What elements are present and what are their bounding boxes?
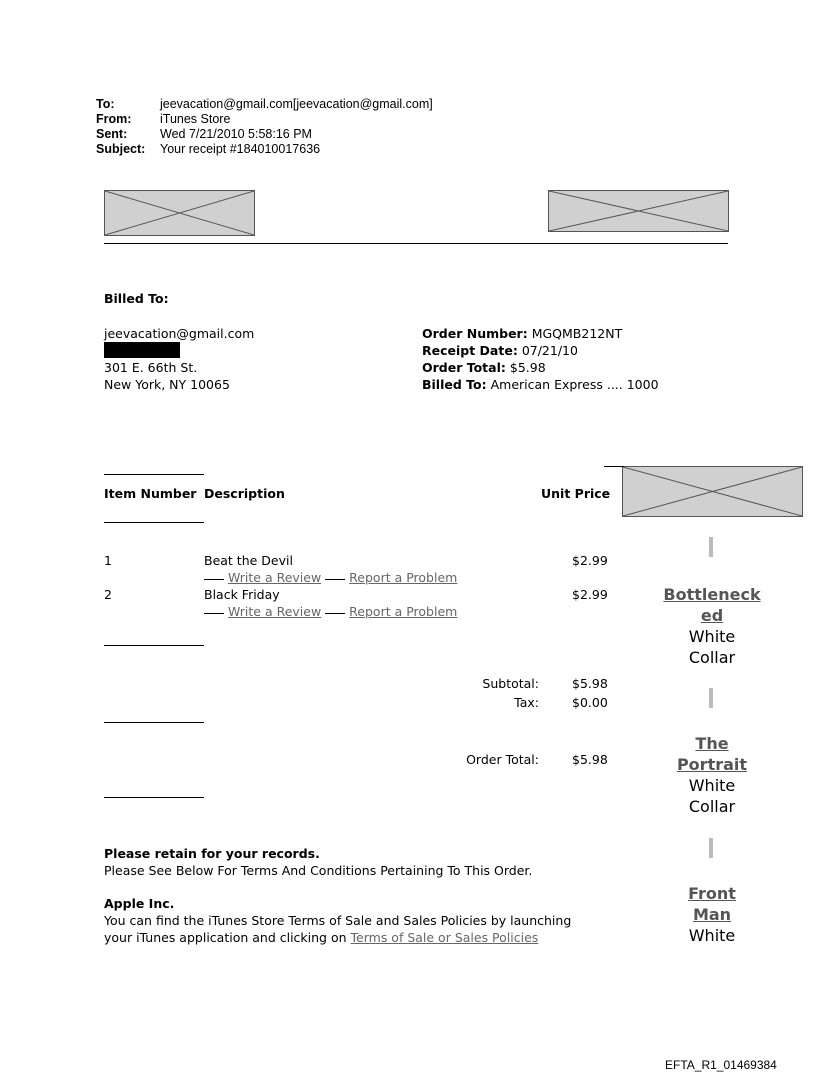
billing-email: jeevacation@gmail.com	[104, 326, 255, 341]
billed-to-heading: Billed To:	[104, 291, 169, 306]
sidebar-item-3-sub-a: White	[688, 926, 736, 945]
retain-note: Please retain for your records.	[104, 846, 320, 861]
report-problem-link[interactable]: Report a Problem	[349, 570, 458, 585]
report-problem-link[interactable]: Report a Problem	[349, 604, 458, 619]
billed-card: Billed To: American Express .... 1000	[422, 377, 659, 392]
redaction-bar	[104, 342, 180, 358]
subject-label: Subject:	[96, 142, 146, 156]
sidebar-item-3-title-a[interactable]: Front	[688, 884, 736, 903]
subtotal-value: $5.98	[572, 676, 608, 691]
company-name: Apple Inc.	[104, 896, 175, 911]
to-label: To:	[96, 97, 115, 111]
order-total-summary: Order Total: $5.98	[422, 360, 546, 375]
table-rule	[104, 722, 204, 723]
divider-tick	[709, 688, 713, 708]
header-divider	[104, 243, 728, 244]
subtotal-label: Subtotal:	[482, 676, 539, 691]
order-total-label: Order Total:	[466, 752, 539, 767]
order-number: Order Number: MGQMB212NT	[422, 326, 623, 341]
sidebar-item-2-sub-a: White	[688, 776, 736, 795]
table-rule	[104, 645, 204, 646]
subject-value: Your receipt #184010017636	[160, 142, 321, 156]
row-1-price: $2.99	[572, 553, 608, 568]
divider-tick	[709, 838, 713, 858]
from-value: iTunes Store	[160, 112, 231, 126]
divider-tick	[709, 537, 713, 557]
table-rule	[104, 797, 204, 798]
row-2-number: 2	[104, 587, 112, 602]
terms-line-2: your iTunes application and clicking on Terms of Sale or Sales Policies	[104, 930, 539, 945]
sidebar-item-2-title-b[interactable]: Portrait	[676, 755, 748, 774]
itunes-logo-placeholder-icon	[104, 190, 255, 236]
tax-label: Tax:	[514, 695, 539, 710]
apple-logo-placeholder-icon	[548, 190, 729, 232]
billing-city: New York, NY 10065	[104, 377, 230, 392]
tax-value: $0.00	[572, 695, 608, 710]
row-2-price: $2.99	[572, 587, 608, 602]
row-1-actions	[204, 569, 457, 586]
row-2-actions	[204, 603, 457, 620]
sidebar-item-1-title-a[interactable]: Bottleneck	[663, 585, 761, 604]
terms-of-sale-link[interactable]: Terms of Sale or Sales Policies	[350, 930, 539, 945]
write-review-link[interactable]: Write a Review	[227, 570, 322, 585]
row-1-description: Beat the Devil	[204, 553, 293, 568]
sidebar-item-3-title-b[interactable]: Man	[692, 905, 732, 924]
sent-label: Sent:	[96, 127, 128, 141]
bates-number: EFTA_R1_01469384	[665, 1058, 777, 1072]
billing-street: 301 E. 66th St.	[104, 360, 198, 375]
terms-line-1: You can find the iTunes Store Terms of Sale and Sales Policies by launching	[104, 913, 572, 928]
sidebar-item-2-sub-b: Collar	[688, 797, 736, 816]
sidebar-item-1-sub-a: White	[688, 627, 736, 646]
sent-value: Wed 7/21/2010 5:58:16 PM	[160, 127, 312, 141]
order-total-value: $5.98	[572, 752, 608, 767]
terms-note: Please See Below For Terms And Conditions Pertaining To This Order.	[104, 863, 533, 878]
write-review-link[interactable]: Write a Review	[227, 604, 322, 619]
sidebar-item-1-sub-b: Collar	[688, 648, 736, 667]
artwork-placeholder-icon	[622, 466, 803, 517]
sidebar-item-2-title-a[interactable]: The	[695, 734, 729, 753]
col-unit-price: Unit Price	[541, 486, 611, 501]
sidebar-item-2	[650, 733, 774, 817]
sidebar-item-1	[650, 584, 774, 668]
sidebar-item-3	[650, 883, 774, 946]
from-label: From:	[96, 112, 132, 126]
row-1-number: 1	[104, 553, 112, 568]
table-rule	[104, 522, 204, 523]
col-item-number: Item Number	[104, 486, 197, 501]
row-2-description: Black Friday	[204, 587, 280, 602]
table-rule	[104, 474, 204, 475]
col-description: Description	[204, 486, 285, 501]
sidebar-item-1-title-b[interactable]: ed	[700, 606, 724, 625]
to-value: jeevacation@gmail.com[jeevacation@gmail.com]	[160, 97, 433, 111]
receipt-date: Receipt Date: 07/21/10	[422, 343, 578, 358]
table-rule	[604, 466, 624, 467]
